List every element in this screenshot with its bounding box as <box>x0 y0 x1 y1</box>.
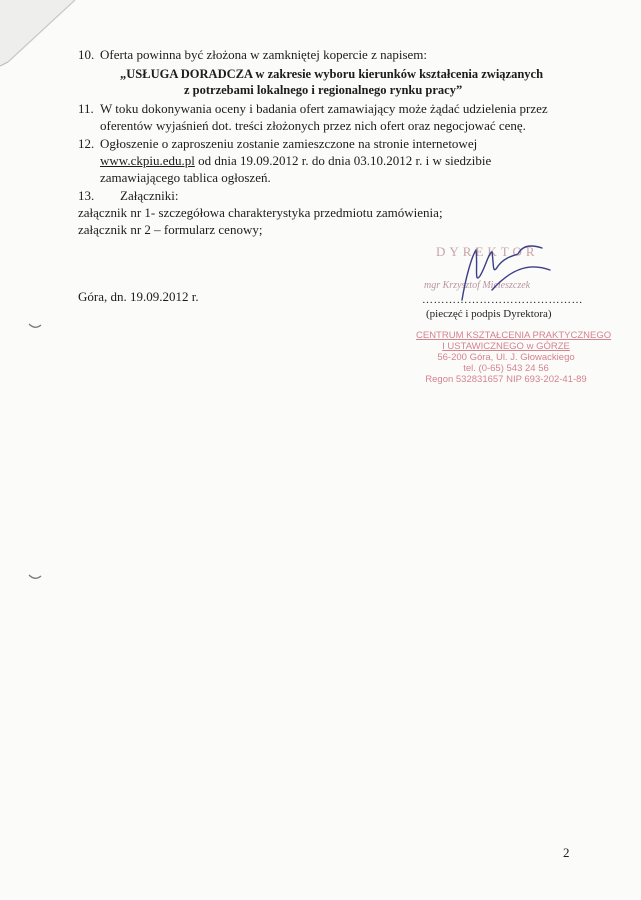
punch-hole-mark <box>28 322 42 330</box>
folded-corner <box>0 0 80 70</box>
item-11-line-2: oferentów wyjaśnień dot. treści złożonych przez nich ofert oraz negocjować cenę. <box>100 118 526 133</box>
item-12 <box>78 136 477 152</box>
item-10-number: 10. <box>78 47 95 62</box>
director-stamp-name: mgr Krzysztof Mieleszczek <box>424 280 531 291</box>
item-12-number: 12. <box>78 136 95 151</box>
item-10 <box>78 47 427 63</box>
item-12-line-1: Ogłoszenie o zaproszeniu zostanie zamieszczone na stronie internetowej <box>100 136 478 151</box>
item-11-number: 11. <box>78 101 94 116</box>
item-13-text: Załączniki: <box>120 188 179 203</box>
item-13-number: 13. <box>78 188 95 203</box>
item-10-text: Oferta powinna być złożona w zamkniętej kopercie z napisem: <box>100 47 428 62</box>
attachment-2: załącznik nr 2 – formularz cenowy; <box>78 222 263 237</box>
website-link[interactable]: www.ckpiu.edu.pl <box>100 153 195 168</box>
item-12-line-3: zamawiającego tablica ogłoszeń. <box>100 170 271 185</box>
punch-hole-mark <box>28 573 42 581</box>
institution-stamp-line-4: tel. (0-65) 543 24 56 <box>463 363 549 374</box>
institution-stamp-line-5: Regon 532831657 NIP 693-202-41-89 <box>425 374 587 385</box>
attachment-1: załącznik nr 1- szczegółowa charakterystyka przedmiotu zamówienia; <box>78 205 443 220</box>
signature-caption: (pieczęć i podpis Dyrektora) <box>426 308 552 320</box>
envelope-label-line-2: z potrzebami lokalnego i regionalnego rynku pracy” <box>184 83 463 97</box>
item-12-line-2-rest: od dnia 19.09.2012 r. do dnia 03.10.2012 r. i w siedzibie <box>194 153 492 168</box>
item-12-line-2 <box>100 153 491 169</box>
item-13 <box>78 188 178 204</box>
institution-stamp <box>416 330 612 385</box>
institution-stamp-line-3: 56-200 Góra, Ul. J. Głowackiego <box>437 352 575 363</box>
institution-stamp-line-2: I USTAWICZNEGO w GÓRZE <box>442 341 570 352</box>
director-stamp-title: DYREKTOR <box>436 244 539 259</box>
place-date: Góra, dn. 19.09.2012 r. <box>78 289 199 304</box>
item-11-line-1: W toku dokonywania oceny i badania ofert zamawiający może żądać udzielenia przez <box>100 101 548 116</box>
envelope-label-line-1: „USŁUGA DORADCZA w zakresie wyboru kierunków kształcenia związanych <box>120 67 544 81</box>
item-11 <box>78 101 548 117</box>
page-number: 2 <box>563 845 570 860</box>
institution-stamp-line-1: CENTRUM KSZTAŁCENIA PRAKTYCZNEGO <box>416 330 612 341</box>
signature-dotted-line: …………………………………… <box>422 294 583 306</box>
